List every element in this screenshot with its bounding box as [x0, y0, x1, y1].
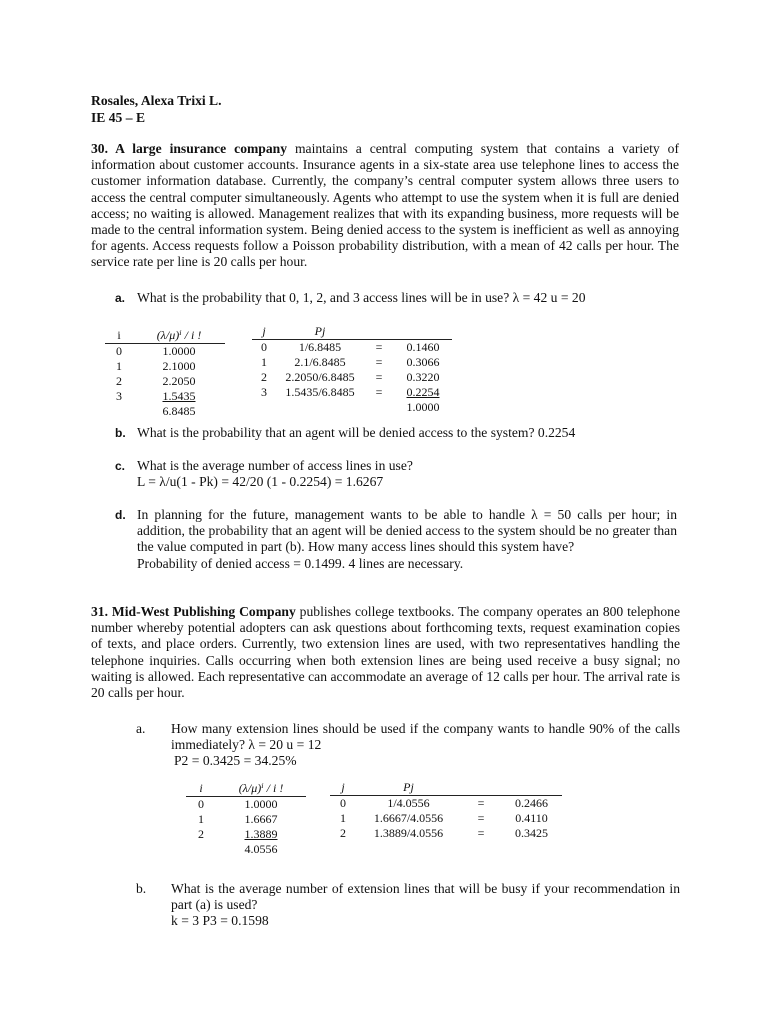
col-header: j [341, 780, 345, 794]
answer-text: Probability of denied access = 0.1499. 4 lines are necessary. [137, 556, 464, 571]
question-30b [115, 425, 715, 442]
question-label: b. [115, 426, 126, 440]
table-row: 2 1.3889/4.0556 = 0.3425 [340, 826, 548, 840]
table-total-row: 6.8485 [162, 404, 196, 418]
question-text: What is the probability that 0, 1, 2, and 3 access lines will be in use? λ = 42 u = 20 [137, 290, 586, 305]
col-header: i [117, 328, 121, 342]
course-section: IE 45 – E [91, 110, 146, 125]
table-row: 2 2.2050/6.8485 = 0.3220 [261, 370, 440, 384]
col-header: (λ/μ)ⁱ / i ! [238, 781, 284, 795]
col-header: j [262, 324, 266, 338]
table-row: 0 1/4.0556 = 0.2466 [340, 796, 548, 810]
table-row: 2 1.3889 [198, 827, 278, 841]
problem-30-title: 30. A large insurance company [91, 141, 288, 156]
problem-31-statement [91, 604, 680, 701]
problem-31-body: publishes college textbooks. The company operates an 800 telephone number whereby potential adopters can ask questions about forthcoming texts, request examination copies of texts, and place orders. Currently, two extension lines are used, with two representatives handling the telephone inquiries. Calls occurring when both extension lines are being used receive a busy signal; no waiting is allowed. Each representative can accommodate an average of 12 calls per hour. The arrival rate is 20 calls per hour. [91, 604, 680, 701]
question-label: d. [115, 508, 126, 522]
question-text: What is the average number of access lines in use? [137, 458, 413, 473]
col-header: Pj [314, 324, 326, 338]
problem-30-body: maintains a central computing system that contains a variety of information about customer accounts. Insurance agents in a six-state area use telephone lines to access the customer information database. Currently, the company’s central computer system allows three users to access the central computer simultaneously. Agents who attempt to use the system when it is full are denied access; no waiting is allowed. Management realizes that with its expanding business, more requests will be made to the central information system. Being denied access to the system is inefficient as well as annoying for agents. Access requests follow a Poisson probability distribution, with a mean of 42 calls per hour. The service rate per line is 20 calls per hour. [91, 141, 679, 270]
question-label: c. [115, 459, 126, 473]
table-row: 1 2.1000 [116, 359, 196, 373]
table-row: 0 1/6.8485 = 0.1460 [261, 340, 440, 354]
col-header: (λ/μ)ⁱ / i ! [156, 328, 202, 342]
question-label: a. [136, 721, 146, 736]
table-row: 2 2.2050 [116, 374, 196, 388]
question-text: What is the probability that an agent will be denied access to the system? 0.2254 [137, 425, 576, 440]
answer-text: L = λ/u(1 - Pk) = 42/20 (1 - 0.2254) = 1.6267 [137, 474, 384, 489]
answer-text: P2 = 0.3425 = 34.25% [174, 753, 297, 768]
question-label: a. [115, 291, 126, 305]
table-total-row: 1.0000 [406, 400, 440, 414]
table-30-left [105, 328, 225, 419]
col-header: i [199, 781, 203, 795]
table-row: 1 1.6667 [198, 812, 278, 826]
table-row: 1 2.1/6.8485 = 0.3066 [261, 355, 440, 369]
question-30c [115, 458, 715, 492]
header [91, 93, 222, 127]
table-31-right [330, 780, 562, 841]
table-row: 1 1.6667/4.0556 = 0.4110 [340, 811, 548, 825]
question-30a [115, 290, 715, 307]
table-total-row: 4.0556 [244, 842, 278, 856]
student-name: Rosales, Alexa Trixi L. [91, 93, 222, 108]
question-text: How many extension lines should be used if the company wants to handle 90% of the calls immediately? λ = 20 u = 12 [171, 721, 680, 753]
problem-31-title: 31. Mid-West Publishing Company [91, 604, 296, 619]
question-label: b. [136, 881, 147, 896]
col-header: Pj [403, 780, 414, 794]
question-text: In planning for the future, management wants to be able to handle λ = 50 calls per hour; in addition, the probability that an agent will be denied access to the system should be no greater than the value computed in part (b). How many access lines should this system have? [137, 507, 677, 555]
question-text: What is the average number of extension lines that will be busy if your recommendation in part (a) is used? [171, 881, 680, 913]
table-row: 3 1.5435 [116, 389, 196, 403]
question-30d [115, 507, 677, 577]
table-31-left [186, 781, 306, 857]
table-row: 3 1.5435/6.8485 = 0.2254 [261, 385, 440, 399]
table-row: 0 1.0000 [116, 344, 196, 358]
question-31b [136, 881, 681, 931]
table-row: 0 1.0000 [198, 797, 278, 811]
question-31a [136, 721, 681, 771]
table-30-right [252, 324, 452, 415]
answer-text: k = 3 P3 = 0.1598 [171, 913, 269, 928]
problem-30-statement [91, 141, 679, 271]
